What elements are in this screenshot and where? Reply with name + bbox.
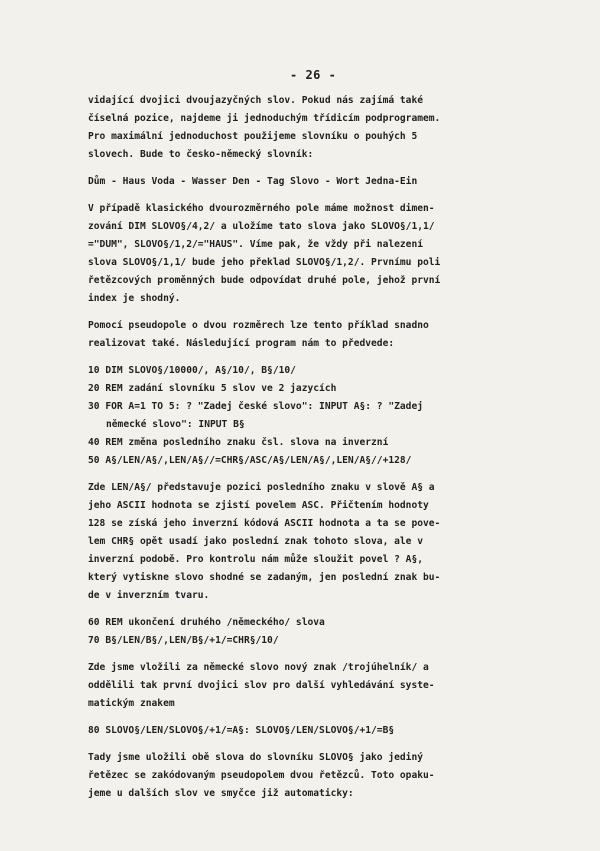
code-line: 50 A§/LEN/A§/,LEN/A§//=CHR§/ASC/A§/LEN/A§/,LEN/A§//+128/ — [88, 455, 412, 466]
code-line: 70 B§/LEN/B§/,LEN/B§/+1/=CHR§/10/ — [88, 635, 279, 646]
code-line-continuation: německé slovo": INPUT B§ — [106, 419, 245, 430]
text-line: Zde jsme vložili za německé slovo nový znak /trojúhelník/ a — [88, 662, 429, 673]
code-line: 20 REM zadání slovníku 5 slov ve 2 jazycích — [88, 383, 337, 394]
word-pairs-line: Dům - Haus Voda - Wasser Den - Tag Slovo - Wort Jedna-Ein — [88, 176, 418, 187]
text-line: číselná pozice, najdeme ji jednoduchým třídicím podprogramem. — [88, 113, 441, 124]
text-line: slova SLOVO§/1,1/ bude jeho překlad SLOVO§/1,2/. Prvnímu poli — [88, 257, 441, 268]
text-line: oddělili tak první dvojici slov pro další vyhledávání syste- — [88, 680, 435, 691]
code-line: 40 REM změna posledního znaku čsl. slova na inverzní — [88, 437, 389, 448]
text-line: jeme u dalších slov ve smyčce již automaticky: — [88, 788, 354, 799]
page-content — [88, 92, 528, 812]
paragraph-intro — [88, 92, 528, 164]
text-line: ="DUM", SLOVO§/1,2/="HAUS". Víme pak, že vždy při nalezení — [88, 239, 424, 250]
text-line: Zde LEN/A§/ představuje pozici posledního znaku v slově A§ a — [88, 482, 435, 493]
text-line: řetězcových proměnných bude odpovídat druhé pole, jehož první — [88, 275, 441, 286]
code-line: 30 FOR A=1 TO 5: ? "Zadej české slovo": INPUT A§: ? "Zadej — [88, 401, 424, 412]
paragraph-conclusion — [88, 749, 528, 803]
text-line: V případě klasického dvourozměrného pole máme možnost dimen- — [88, 203, 435, 214]
text-line: realizovat také. Následující program nám to předvede: — [88, 338, 395, 349]
code-listing-2 — [88, 614, 528, 650]
text-line: slovech. Bude to česko-německý slovník: — [88, 149, 314, 160]
text-line: inverzní podobě. Pro kontrolu nám může sloužit povel ? A§, — [88, 554, 424, 565]
paragraph-pseudoarray — [88, 317, 528, 353]
text-line: Tady jsme uložili obě slova do slovníku SLOVO§ jako jediný — [88, 752, 424, 763]
code-listing-1 — [88, 362, 528, 470]
code-line: 10 DIM SLOVO§/10000/, A§/10/, B§/10/ — [88, 365, 296, 376]
page-number: - 26 - — [290, 68, 337, 82]
code-line: 60 REM ukončení druhého /německého/ slova — [88, 617, 325, 628]
text-line: de v inverzním tvaru. — [88, 590, 210, 601]
paragraph-separator — [88, 659, 528, 713]
text-line: matickým znakem — [88, 698, 175, 709]
text-line: 128 se získá jeho inverzní kódová ASCII hodnota a ta se pove- — [88, 518, 441, 529]
text-line: index je shodný. — [88, 293, 181, 304]
text-line: lem CHR§ opět usadí jako poslední znak tohoto slova, ale v — [88, 536, 424, 547]
text-line: Pro maximální jednoduchost použijeme slovníku o pouhých 5 — [88, 131, 418, 142]
code-line: 80 SLOVO§/LEN/SLOVO§/+1/=A§: SLOVO§/LEN/SLOVO§/+1/=B§ — [88, 725, 395, 736]
text-line: vidající dvojici dvoujazyčných slov. Pokud nás zajímá také — [88, 95, 424, 106]
text-line: který vytiskne slovo shodné se zadaným, jen poslední znak bu- — [88, 572, 441, 583]
paragraph-explanation — [88, 479, 528, 605]
paragraph-array — [88, 200, 528, 308]
code-listing-3 — [88, 722, 528, 740]
text-line: Pomocí pseudopole o dvou rozměrech lze tento příklad snadno — [88, 320, 429, 331]
text-line: jeho ASCII hodnota se zjistí povelem ASC. Přičtením hodnoty — [88, 500, 429, 511]
text-line: řetězec se zakódovaným pseudopolem dvou řetězců. Toto opaku- — [88, 770, 435, 781]
text-line: zování DIM SLOVO§/4,2/ a uložíme tato slova jako SLOVO§/1,1/ — [88, 221, 435, 232]
